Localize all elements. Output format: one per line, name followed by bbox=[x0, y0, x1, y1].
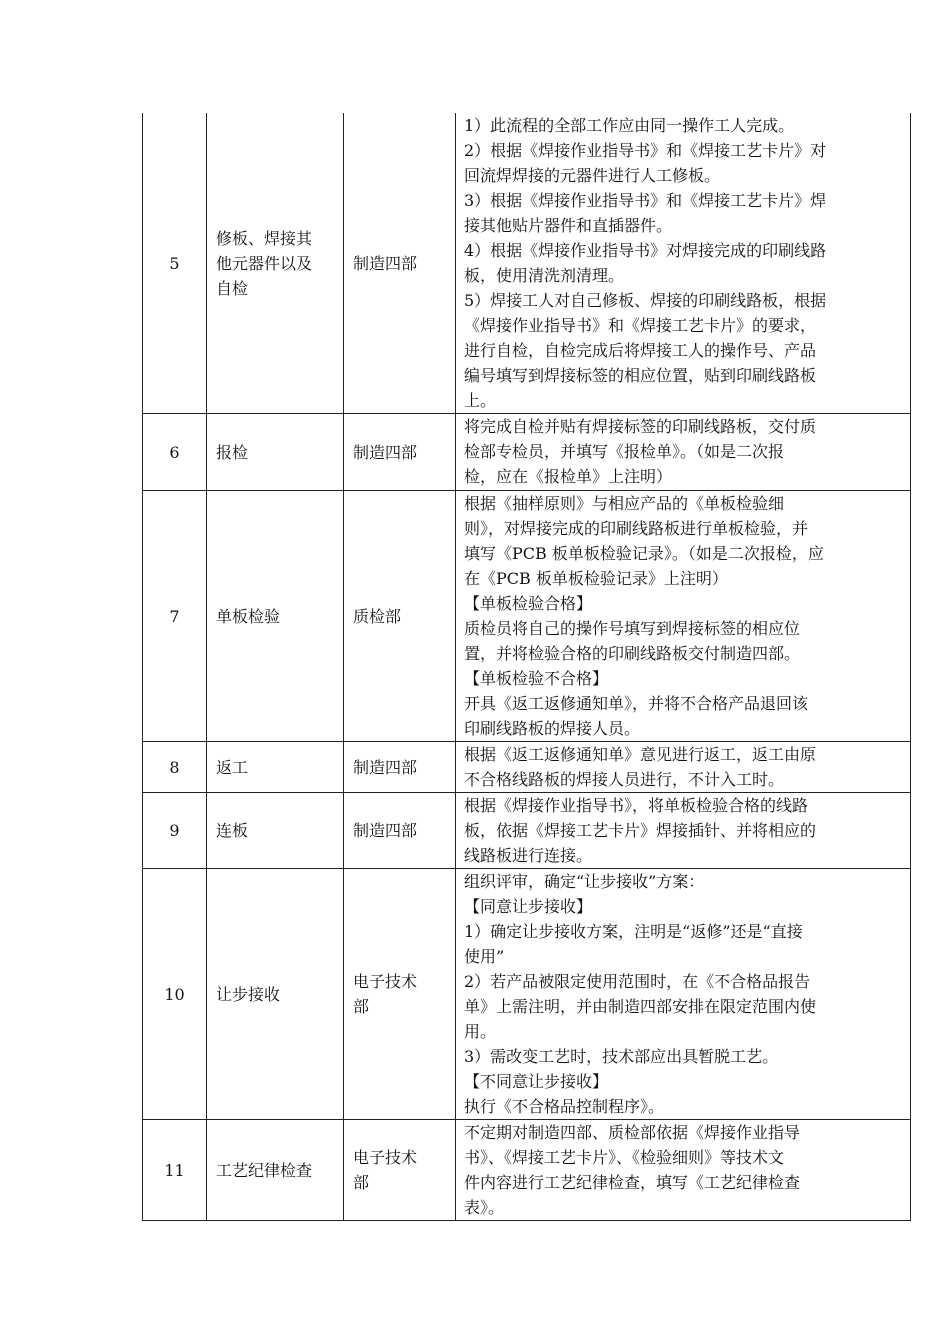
description-line: 件内容进行工艺纪律检查，填写《工艺纪律检查 bbox=[464, 1173, 801, 1192]
description-line: 执行《不合格品控制程序》。 bbox=[464, 1097, 665, 1116]
step-name-cell bbox=[207, 113, 344, 414]
description-line: 在《PCB 板单板检验记录》上注明） bbox=[464, 569, 728, 588]
description-line: 根据《抽样原则》与相应产品的《单板检验细 bbox=[464, 494, 785, 513]
department-line: 部 bbox=[353, 997, 370, 1016]
department-cell bbox=[344, 1120, 456, 1221]
step-number: 5 bbox=[143, 113, 207, 414]
description-line: 组织评审，确定“让步接收”方案： bbox=[464, 872, 705, 891]
step-number: 9 bbox=[143, 793, 207, 869]
department-cell bbox=[344, 414, 456, 491]
step-number: 11 bbox=[143, 1120, 207, 1221]
description-cell bbox=[456, 742, 911, 793]
description-line: 将完成自检并贴有焊接标签的印刷线路板，交付质 bbox=[464, 417, 817, 436]
description-cell bbox=[456, 793, 911, 869]
step-name-line: 他元器件以及 bbox=[216, 253, 313, 273]
description-line: 单》上需注明，并由制造四部安排在限定范围内使 bbox=[464, 997, 817, 1016]
step-name-cell bbox=[207, 491, 344, 742]
table-row bbox=[143, 1120, 911, 1221]
step-name-line: 单板检验 bbox=[216, 606, 281, 626]
description-line: 线路板进行连接。 bbox=[464, 846, 593, 865]
process-table-body bbox=[143, 113, 911, 1221]
description-line: 2）根据《焊接作业指导书》和《焊接工艺卡片》对 bbox=[464, 141, 827, 160]
department-cell bbox=[344, 869, 456, 1120]
description-line: 接其他贴片器件和直插器件。 bbox=[464, 216, 673, 235]
description-line: 板，依据《焊接工艺卡片》焊接插针、并将相应的 bbox=[464, 821, 817, 840]
department-cell bbox=[344, 491, 456, 742]
description-line: 不合格线路板的焊接人员进行，不计入工时。 bbox=[464, 770, 785, 789]
description-cell bbox=[456, 869, 911, 1120]
department-line: 制造四部 bbox=[353, 821, 418, 840]
table-row bbox=[143, 414, 911, 491]
description-line: 检部专检员，并填写《报检单》。（如是二次报 bbox=[464, 442, 785, 461]
description-line: 编号填写到焊接标签的相应位置，贴到印刷线路板 bbox=[464, 366, 817, 385]
department-line: 制造四部 bbox=[353, 442, 418, 462]
description-line: 3）需改变工艺时，技术部应出具暂脱工艺。 bbox=[464, 1047, 779, 1066]
step-name-cell bbox=[207, 869, 344, 1120]
process-table bbox=[142, 113, 911, 1221]
step-name-line: 工艺纪律检查 bbox=[216, 1160, 313, 1180]
department-line: 制造四部 bbox=[353, 253, 418, 273]
description-line: 印刷线路板的焊接人员。 bbox=[464, 719, 641, 738]
description-line: 不定期对制造四部、质检部依据《焊接作业指导 bbox=[464, 1123, 801, 1142]
step-name-cell bbox=[207, 742, 344, 793]
step-name-cell bbox=[207, 414, 344, 491]
step-name-cell bbox=[207, 1120, 344, 1221]
description-line: 则》，对焊接完成的印刷线路板进行单板检验，并 bbox=[464, 519, 809, 538]
description-line: 1）此流程的全部工作应由同一操作工人完成。 bbox=[464, 116, 795, 135]
description-line: 板，使用清洗剂清理。 bbox=[464, 266, 625, 285]
step-number: 10 bbox=[143, 869, 207, 1120]
description-cell bbox=[456, 1120, 911, 1221]
table-row bbox=[143, 113, 911, 414]
description-line: 使用” bbox=[464, 947, 505, 966]
description-line: 上。 bbox=[464, 391, 497, 410]
department-line: 制造四部 bbox=[353, 757, 418, 777]
department-line: 电子技术 bbox=[353, 972, 418, 991]
description-line: 1）确定让步接收方案，注明是“返修”还是“直接 bbox=[464, 922, 803, 941]
department-line: 电子技术 bbox=[353, 1148, 418, 1167]
step-name-line: 返工 bbox=[216, 757, 249, 777]
description-line: 根据《返工返修通知单》意见进行返工，返工由原 bbox=[464, 745, 817, 764]
description-line: 质检员将自己的操作号填写到焊接标签的相应位 bbox=[464, 619, 801, 638]
step-name-cell bbox=[207, 793, 344, 869]
step-number: 8 bbox=[143, 742, 207, 793]
description-line: 表》。 bbox=[464, 1198, 505, 1217]
description-line: 【不同意让步接收】 bbox=[464, 1072, 609, 1091]
description-cell bbox=[456, 113, 911, 414]
table-row bbox=[143, 869, 911, 1120]
department-cell bbox=[344, 742, 456, 793]
step-name-line: 修板、焊接其 bbox=[216, 228, 313, 248]
table-row bbox=[143, 491, 911, 742]
description-cell bbox=[456, 414, 911, 491]
description-line: 3）根据《焊接作业指导书》和《焊接工艺卡片》焊 bbox=[464, 191, 827, 210]
description-line: 根据《焊接作业指导书》，将单板检验合格的线路 bbox=[464, 796, 809, 815]
description-line: 《焊接作业指导书》和《焊接工艺卡片》的要求， bbox=[464, 316, 817, 335]
step-name-line: 自检 bbox=[216, 278, 249, 298]
department-line: 质检部 bbox=[353, 606, 402, 626]
description-line: 用。 bbox=[464, 1022, 497, 1041]
description-line: 【单板检验合格】 bbox=[464, 594, 593, 613]
description-line: 检，应在《报检单》上注明） bbox=[464, 467, 673, 486]
department-cell bbox=[344, 113, 456, 414]
description-line: 填写《PCB 板单板检验记录》。（如是二次报检，应 bbox=[464, 544, 824, 563]
step-name-line: 让步接收 bbox=[216, 984, 281, 1004]
department-cell bbox=[344, 793, 456, 869]
description-line: 【同意让步接收】 bbox=[464, 897, 593, 916]
step-name-line: 报检 bbox=[216, 442, 249, 462]
department-line: 部 bbox=[353, 1173, 370, 1192]
description-line: 2）若产品被限定使用范围时，在《不合格品报告 bbox=[464, 972, 811, 991]
table-row bbox=[143, 793, 911, 869]
description-line: 【单板检验不合格】 bbox=[464, 669, 609, 688]
step-number: 6 bbox=[143, 414, 207, 491]
description-cell bbox=[456, 491, 911, 742]
table-row bbox=[143, 742, 911, 793]
description-line: 书》、《焊接工艺卡片》、《检验细则》等技术文 bbox=[464, 1148, 785, 1167]
description-line: 4）根据《焊接作业指导书》对焊接完成的印刷线路 bbox=[464, 241, 827, 260]
description-line: 5）焊接工人对自己修板、焊接的印刷线路板，根据 bbox=[464, 291, 827, 310]
description-line: 回流焊焊接的元器件进行人工修板。 bbox=[464, 166, 721, 185]
description-line: 进行自检，自检完成后将焊接工人的操作号、产品 bbox=[464, 341, 817, 360]
step-name-line: 连板 bbox=[216, 821, 249, 840]
description-line: 置，并将检验合格的印刷线路板交付制造四部。 bbox=[464, 644, 801, 663]
description-line: 开具《返工返修通知单》，并将不合格产品退回该 bbox=[464, 694, 809, 713]
step-number: 7 bbox=[143, 491, 207, 742]
